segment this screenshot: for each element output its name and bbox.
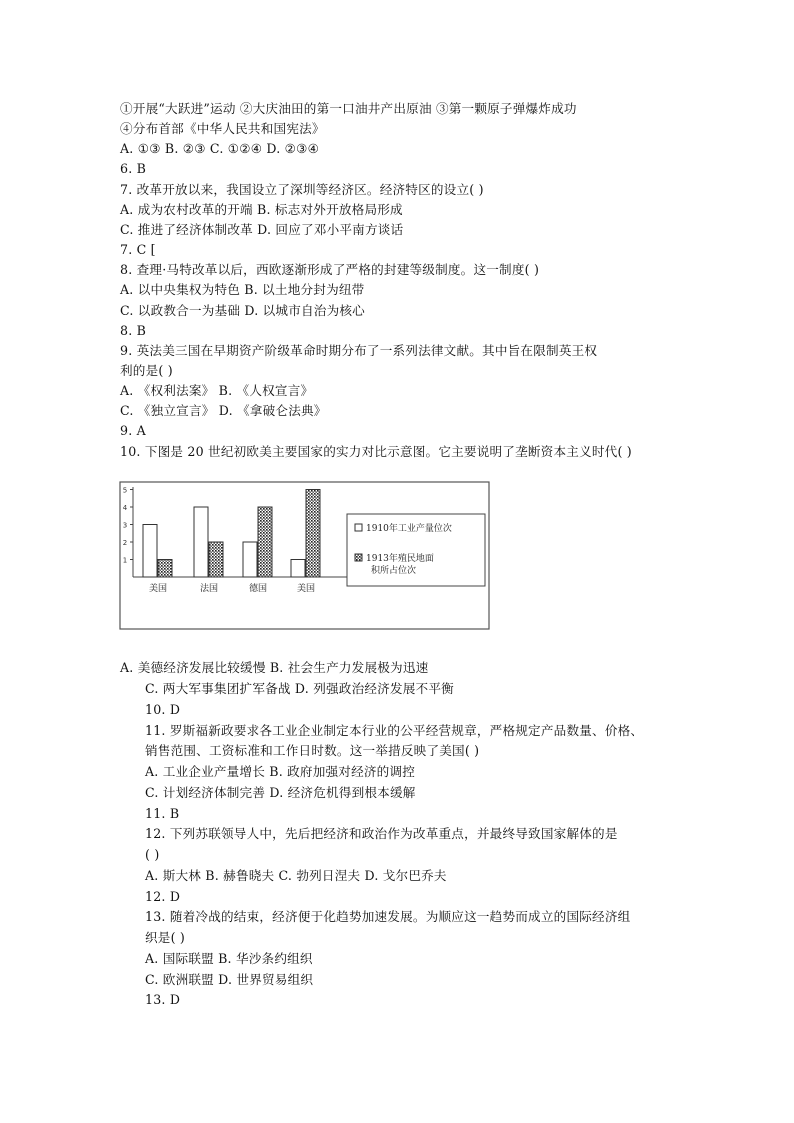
- bar-series-2: [209, 542, 223, 577]
- text-line: 销售范围、工资标准和工作日时数。这一举措反映了美国( ): [145, 743, 480, 759]
- text-line: A. ①③ B. ②③ C. ①②④ D. ②③④: [120, 141, 320, 157]
- y-tick-label: 1: [122, 556, 128, 565]
- text-line: 8. B: [120, 322, 147, 338]
- y-tick-label: 3: [122, 521, 128, 530]
- legend-swatch-2: [355, 554, 362, 561]
- y-tick-label: 4: [122, 504, 128, 512]
- text-line: 8. 查理·马特改革以后，西欧逐渐形成了严格的封建等级制度。这一制度( ): [120, 262, 540, 278]
- x-category-label: 美国: [296, 584, 316, 594]
- y-tick-label: 2: [122, 539, 128, 547]
- text-line: C. 以政教合一为基础 D. 以城市自治为核心: [120, 302, 365, 318]
- bar-series-1: [143, 525, 157, 578]
- text-line: ①开展“大跃进”运动 ②大庆油田的第一口油井产出原油 ③第一颗原子弹爆炸成功: [120, 101, 577, 116]
- legend-swatch-1: [355, 524, 362, 531]
- text-line: C. 推进了经济体制改革 D. 回应了邓小平南方谈话: [120, 221, 404, 237]
- text-line: A. 工业企业产量增长 B. 政府加强对经济的调控: [145, 764, 416, 779]
- x-category-label: 美国: [148, 584, 168, 594]
- text-line: C. 欧洲联盟 D. 世界贸易组织: [145, 971, 314, 987]
- text-line: C. 两大军事集团扩军备战 D. 列强政治经济发展不平衡: [145, 681, 454, 696]
- text-line: A. 国际联盟 B. 华沙条约组织: [145, 950, 313, 966]
- text-line: 12. D: [145, 888, 181, 904]
- text-line: 11. 罗斯福新政要求各工业企业制定本行业的公平经营规章，严格规定产品数量、价格、: [145, 722, 644, 738]
- chart-svg: [119, 481, 491, 631]
- text-line: A. 成为农村改革的开端 B. 标志对外开放格局形成: [120, 201, 403, 217]
- text-line: 7. 改革开放以来，我国设立了深圳等经济区。经济特区的设立( ): [120, 181, 484, 197]
- legend-label-2: 1913年殖民地面积所占位次: [366, 554, 434, 576]
- text-line: 9. 英法美三国在早期资产阶级革命时期分布了一系列法律文献。其中旨在限制英王权: [120, 342, 598, 358]
- text-line: C. 《独立宣言》 D. 《拿破仑法典》: [120, 403, 327, 419]
- text-line: 10. D: [145, 701, 181, 717]
- text-line: 7. C [: [120, 242, 156, 257]
- bar-series-2: [306, 490, 320, 578]
- x-category-label: 法国: [199, 584, 219, 594]
- text-line: 10. 下图是 20 世纪初欧美主要国家的实力对比示意图。它主要说明了垄断资本主义时代( ): [120, 443, 632, 459]
- text-line: 织是( ): [145, 930, 186, 945]
- text-line: A. 《权利法案》 B. 《人权宣言》: [120, 383, 314, 399]
- text-line: 利的是( ): [120, 362, 173, 378]
- chart-legend: [347, 514, 485, 586]
- legend-label-1: 1910年工业产量位次: [366, 524, 452, 534]
- text-line: ( ): [145, 847, 160, 862]
- text-line: 6. B: [120, 161, 147, 177]
- text-line: A. 斯大林 B. 赫鲁晓夫 C. 勃列日涅夫 D. 戈尔巴乔夫: [145, 867, 447, 883]
- text-line: 13. D: [145, 992, 181, 1008]
- text-line: ④分布首部《中华人民共和国宪法》: [120, 121, 325, 137]
- text-line: C. 计划经济体制完善 D. 经济危机得到根本缓解: [145, 784, 416, 800]
- bar-series-1: [194, 507, 208, 577]
- text-line: A. 以中央集权为特色 B. 以土地分封为纽带: [120, 282, 365, 298]
- bar-series-1: [243, 542, 257, 577]
- bar-series-2: [158, 560, 172, 578]
- text-line: 13. 随着冷战的结束，经济便于化趋势加速发展。为顺应这一趋势而成立的国际经济组: [145, 909, 631, 925]
- bar-chart: [119, 481, 491, 631]
- bar-series-1: [291, 560, 305, 578]
- y-tick-label: 5: [122, 486, 128, 495]
- bar-series-2: [258, 507, 272, 577]
- text-line: 12. 下列苏联领导人中，先后把经济和政治作为改革重点，并最终导致国家解体的是: [145, 826, 618, 842]
- text-line: 9. A: [120, 423, 146, 439]
- x-category-label: 德国: [248, 584, 268, 594]
- text-line: 11. B: [145, 805, 180, 821]
- text-line: A. 美德经济发展比较缓慢 B. 社会生产力发展极为迅速: [120, 660, 429, 675]
